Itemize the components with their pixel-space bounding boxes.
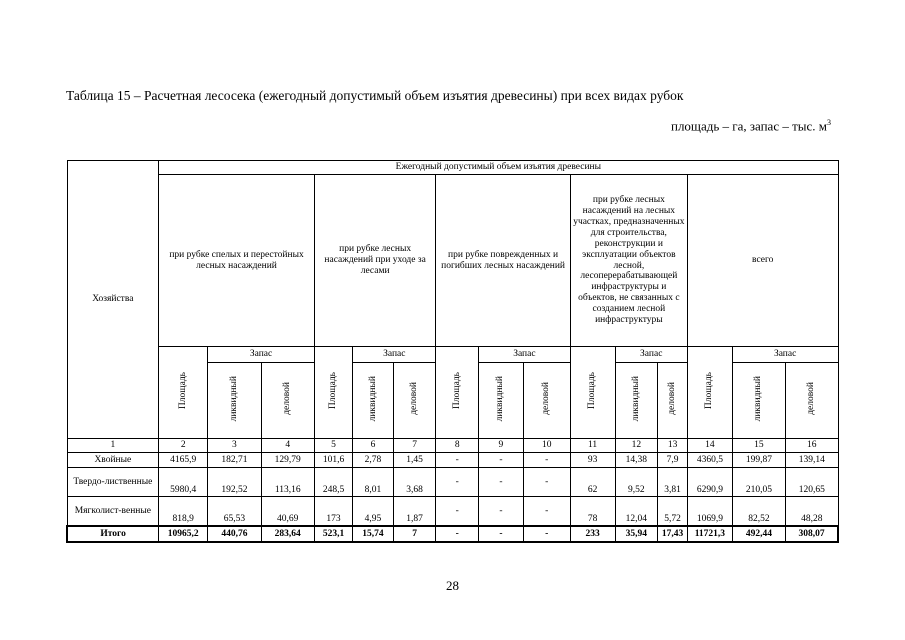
table-cell: 14,38 bbox=[615, 453, 658, 468]
business-header bbox=[658, 363, 688, 439]
table-cell: 93 bbox=[570, 453, 615, 468]
table-cell: - bbox=[523, 453, 570, 468]
liquid-label: ликвидный bbox=[630, 375, 641, 422]
area-header bbox=[436, 347, 479, 439]
liquid-header bbox=[615, 363, 658, 439]
column-number: 1 bbox=[67, 439, 159, 453]
table-cell: 82,52 bbox=[732, 497, 785, 527]
column-number: 2 bbox=[159, 439, 208, 453]
row-name: Твердо-лиственные bbox=[67, 468, 159, 497]
table-cell: 5980,4 bbox=[159, 468, 208, 497]
area-header bbox=[687, 347, 732, 439]
business-header bbox=[786, 363, 838, 439]
table-cell: 40,69 bbox=[261, 497, 314, 527]
total-row bbox=[67, 526, 838, 542]
liquid-label: ликвидный bbox=[367, 375, 378, 422]
column-number: 15 bbox=[732, 439, 785, 453]
stock-header: Запас bbox=[732, 347, 838, 363]
table-cell: 173 bbox=[314, 497, 352, 527]
table-cell: 65,53 bbox=[208, 497, 261, 527]
table-cell: 11721,3 bbox=[687, 526, 732, 542]
table-cell: 210,05 bbox=[732, 468, 785, 497]
units-text: площадь – га, запас – тыс. м bbox=[670, 118, 827, 134]
table-cell: 4165,9 bbox=[159, 453, 208, 468]
table-cell: 35,94 bbox=[615, 526, 658, 542]
table-cell: 192,52 bbox=[208, 468, 261, 497]
table-row bbox=[67, 453, 838, 468]
category-header: при рубке лесных насаждений на лесных участках, предназначенных для строительства, реконструкции и эксплуатации объектов лесной, лесоперерабатывающей инфраструктуры и объектов, не связанных с созданием лесной инфраструктуры bbox=[570, 175, 687, 347]
business-header bbox=[393, 363, 436, 439]
table-cell: 1,45 bbox=[393, 453, 436, 468]
table-cell: 48,28 bbox=[786, 497, 838, 527]
table-cell: - bbox=[436, 526, 479, 542]
table-cell: 5,72 bbox=[658, 497, 688, 527]
table-cell: 7 bbox=[393, 526, 436, 542]
column-number: 9 bbox=[479, 439, 524, 453]
column-number: 5 bbox=[314, 439, 352, 453]
area-header bbox=[159, 347, 208, 439]
liquid-label: ликвидный bbox=[495, 375, 506, 422]
row-header: Хозяйства bbox=[67, 161, 159, 439]
row-name: Итого bbox=[67, 526, 159, 542]
table-cell: 818,9 bbox=[159, 497, 208, 527]
units-superscript: 3 bbox=[827, 118, 831, 127]
liquid-header bbox=[732, 363, 785, 439]
row-name: Мягколист-венные bbox=[67, 497, 159, 527]
area-header bbox=[570, 347, 615, 439]
page-number: 28 bbox=[446, 578, 459, 593]
table-cell: 6290,9 bbox=[687, 468, 732, 497]
table-cell: 17,43 bbox=[658, 526, 688, 542]
table-cell: 9,52 bbox=[615, 468, 658, 497]
table-cell: 523,1 bbox=[314, 526, 352, 542]
stock-header: Запас bbox=[208, 347, 315, 363]
table-cell: - bbox=[479, 526, 524, 542]
column-number: 3 bbox=[208, 439, 261, 453]
table-cell: 10965,2 bbox=[159, 526, 208, 542]
table-cell: - bbox=[436, 468, 479, 497]
column-number: 8 bbox=[436, 439, 479, 453]
table-cell: - bbox=[436, 453, 479, 468]
table-cell: 3,68 bbox=[393, 468, 436, 497]
column-number-row bbox=[67, 439, 838, 453]
table-cell: 248,5 bbox=[314, 468, 352, 497]
stock-header: Запас bbox=[479, 347, 571, 363]
business-label: деловой bbox=[541, 382, 552, 415]
table-cell: 113,16 bbox=[261, 468, 314, 497]
column-number: 10 bbox=[523, 439, 570, 453]
table-cell: 492,44 bbox=[732, 526, 785, 542]
area-label: Площадь bbox=[328, 372, 339, 410]
table-cell: 1069,9 bbox=[687, 497, 732, 527]
table-cell: - bbox=[479, 468, 524, 497]
area-label: Площадь bbox=[704, 372, 715, 410]
column-number: 11 bbox=[570, 439, 615, 453]
category-header: при рубке спелых и перестойных лесных насаждений bbox=[159, 175, 315, 347]
liquid-header bbox=[353, 363, 394, 439]
table-cell: 2,78 bbox=[353, 453, 394, 468]
column-number: 6 bbox=[353, 439, 394, 453]
table-cell: - bbox=[523, 526, 570, 542]
business-label: деловой bbox=[282, 382, 293, 415]
column-number: 16 bbox=[786, 439, 838, 453]
table-cell: 62 bbox=[570, 468, 615, 497]
table-cell: 283,64 bbox=[261, 526, 314, 542]
table-cell: - bbox=[436, 497, 479, 527]
business-header bbox=[261, 363, 314, 439]
units-note bbox=[671, 118, 831, 134]
table-cell: - bbox=[523, 468, 570, 497]
table-cell: 78 bbox=[570, 497, 615, 527]
liquid-label: ликвидный bbox=[228, 375, 239, 422]
table-row bbox=[67, 468, 838, 497]
area-label: Площадь bbox=[177, 372, 188, 410]
area-label: Площадь bbox=[451, 372, 462, 410]
stock-header: Запас bbox=[615, 347, 687, 363]
area-header bbox=[314, 347, 352, 439]
table-cell: 4,95 bbox=[353, 497, 394, 527]
table-cell: 1,87 bbox=[393, 497, 436, 527]
table-cell: - bbox=[523, 497, 570, 527]
liquid-header bbox=[479, 363, 524, 439]
table-caption: Таблица 15 – Расчетная лесосека (ежегодный допустимый объем изъятия древесины) при всех видах рубок bbox=[66, 88, 684, 103]
table-cell: - bbox=[479, 497, 524, 527]
stock-header: Запас bbox=[353, 347, 436, 363]
table-cell: 139,14 bbox=[786, 453, 838, 468]
table-cell: 182,71 bbox=[208, 453, 261, 468]
table-cell: 120,65 bbox=[786, 468, 838, 497]
table-cell: 233 bbox=[570, 526, 615, 542]
category-header: при рубке поврежденных и погибших лесных насаждений bbox=[436, 175, 570, 347]
column-number: 13 bbox=[658, 439, 688, 453]
table-cell: 3,81 bbox=[658, 468, 688, 497]
table-cell: 7,9 bbox=[658, 453, 688, 468]
table-cell: 199,87 bbox=[732, 453, 785, 468]
category-header: всего bbox=[687, 175, 838, 347]
column-number: 7 bbox=[393, 439, 436, 453]
table-cell: 12,04 bbox=[615, 497, 658, 527]
column-number: 14 bbox=[687, 439, 732, 453]
table-cell: 4360,5 bbox=[687, 453, 732, 468]
table-cell: 129,79 bbox=[261, 453, 314, 468]
business-header bbox=[523, 363, 570, 439]
table-cell: 440,76 bbox=[208, 526, 261, 542]
liquid-header bbox=[208, 363, 261, 439]
table-cell: 101,6 bbox=[314, 453, 352, 468]
business-label: деловой bbox=[667, 382, 678, 415]
table-cell: 15,74 bbox=[353, 526, 394, 542]
table-cell: 308,07 bbox=[786, 526, 838, 542]
column-number: 12 bbox=[615, 439, 658, 453]
table-row bbox=[67, 497, 838, 527]
row-name: Хвойные bbox=[67, 453, 159, 468]
table-cell: 8,01 bbox=[353, 468, 394, 497]
area-label: Площадь bbox=[587, 372, 598, 410]
table-cell: - bbox=[479, 453, 524, 468]
liquid-label: ликвидный bbox=[753, 375, 764, 422]
allowable-cut-table bbox=[66, 160, 839, 543]
top-header: Ежегодный допустимый объем изъятия древесины bbox=[159, 161, 838, 175]
business-label: деловой bbox=[806, 382, 817, 415]
category-header: при рубке лесных насаждений при уходе за лесами bbox=[314, 175, 436, 347]
column-number: 4 bbox=[261, 439, 314, 453]
business-label: деловой bbox=[409, 382, 420, 415]
